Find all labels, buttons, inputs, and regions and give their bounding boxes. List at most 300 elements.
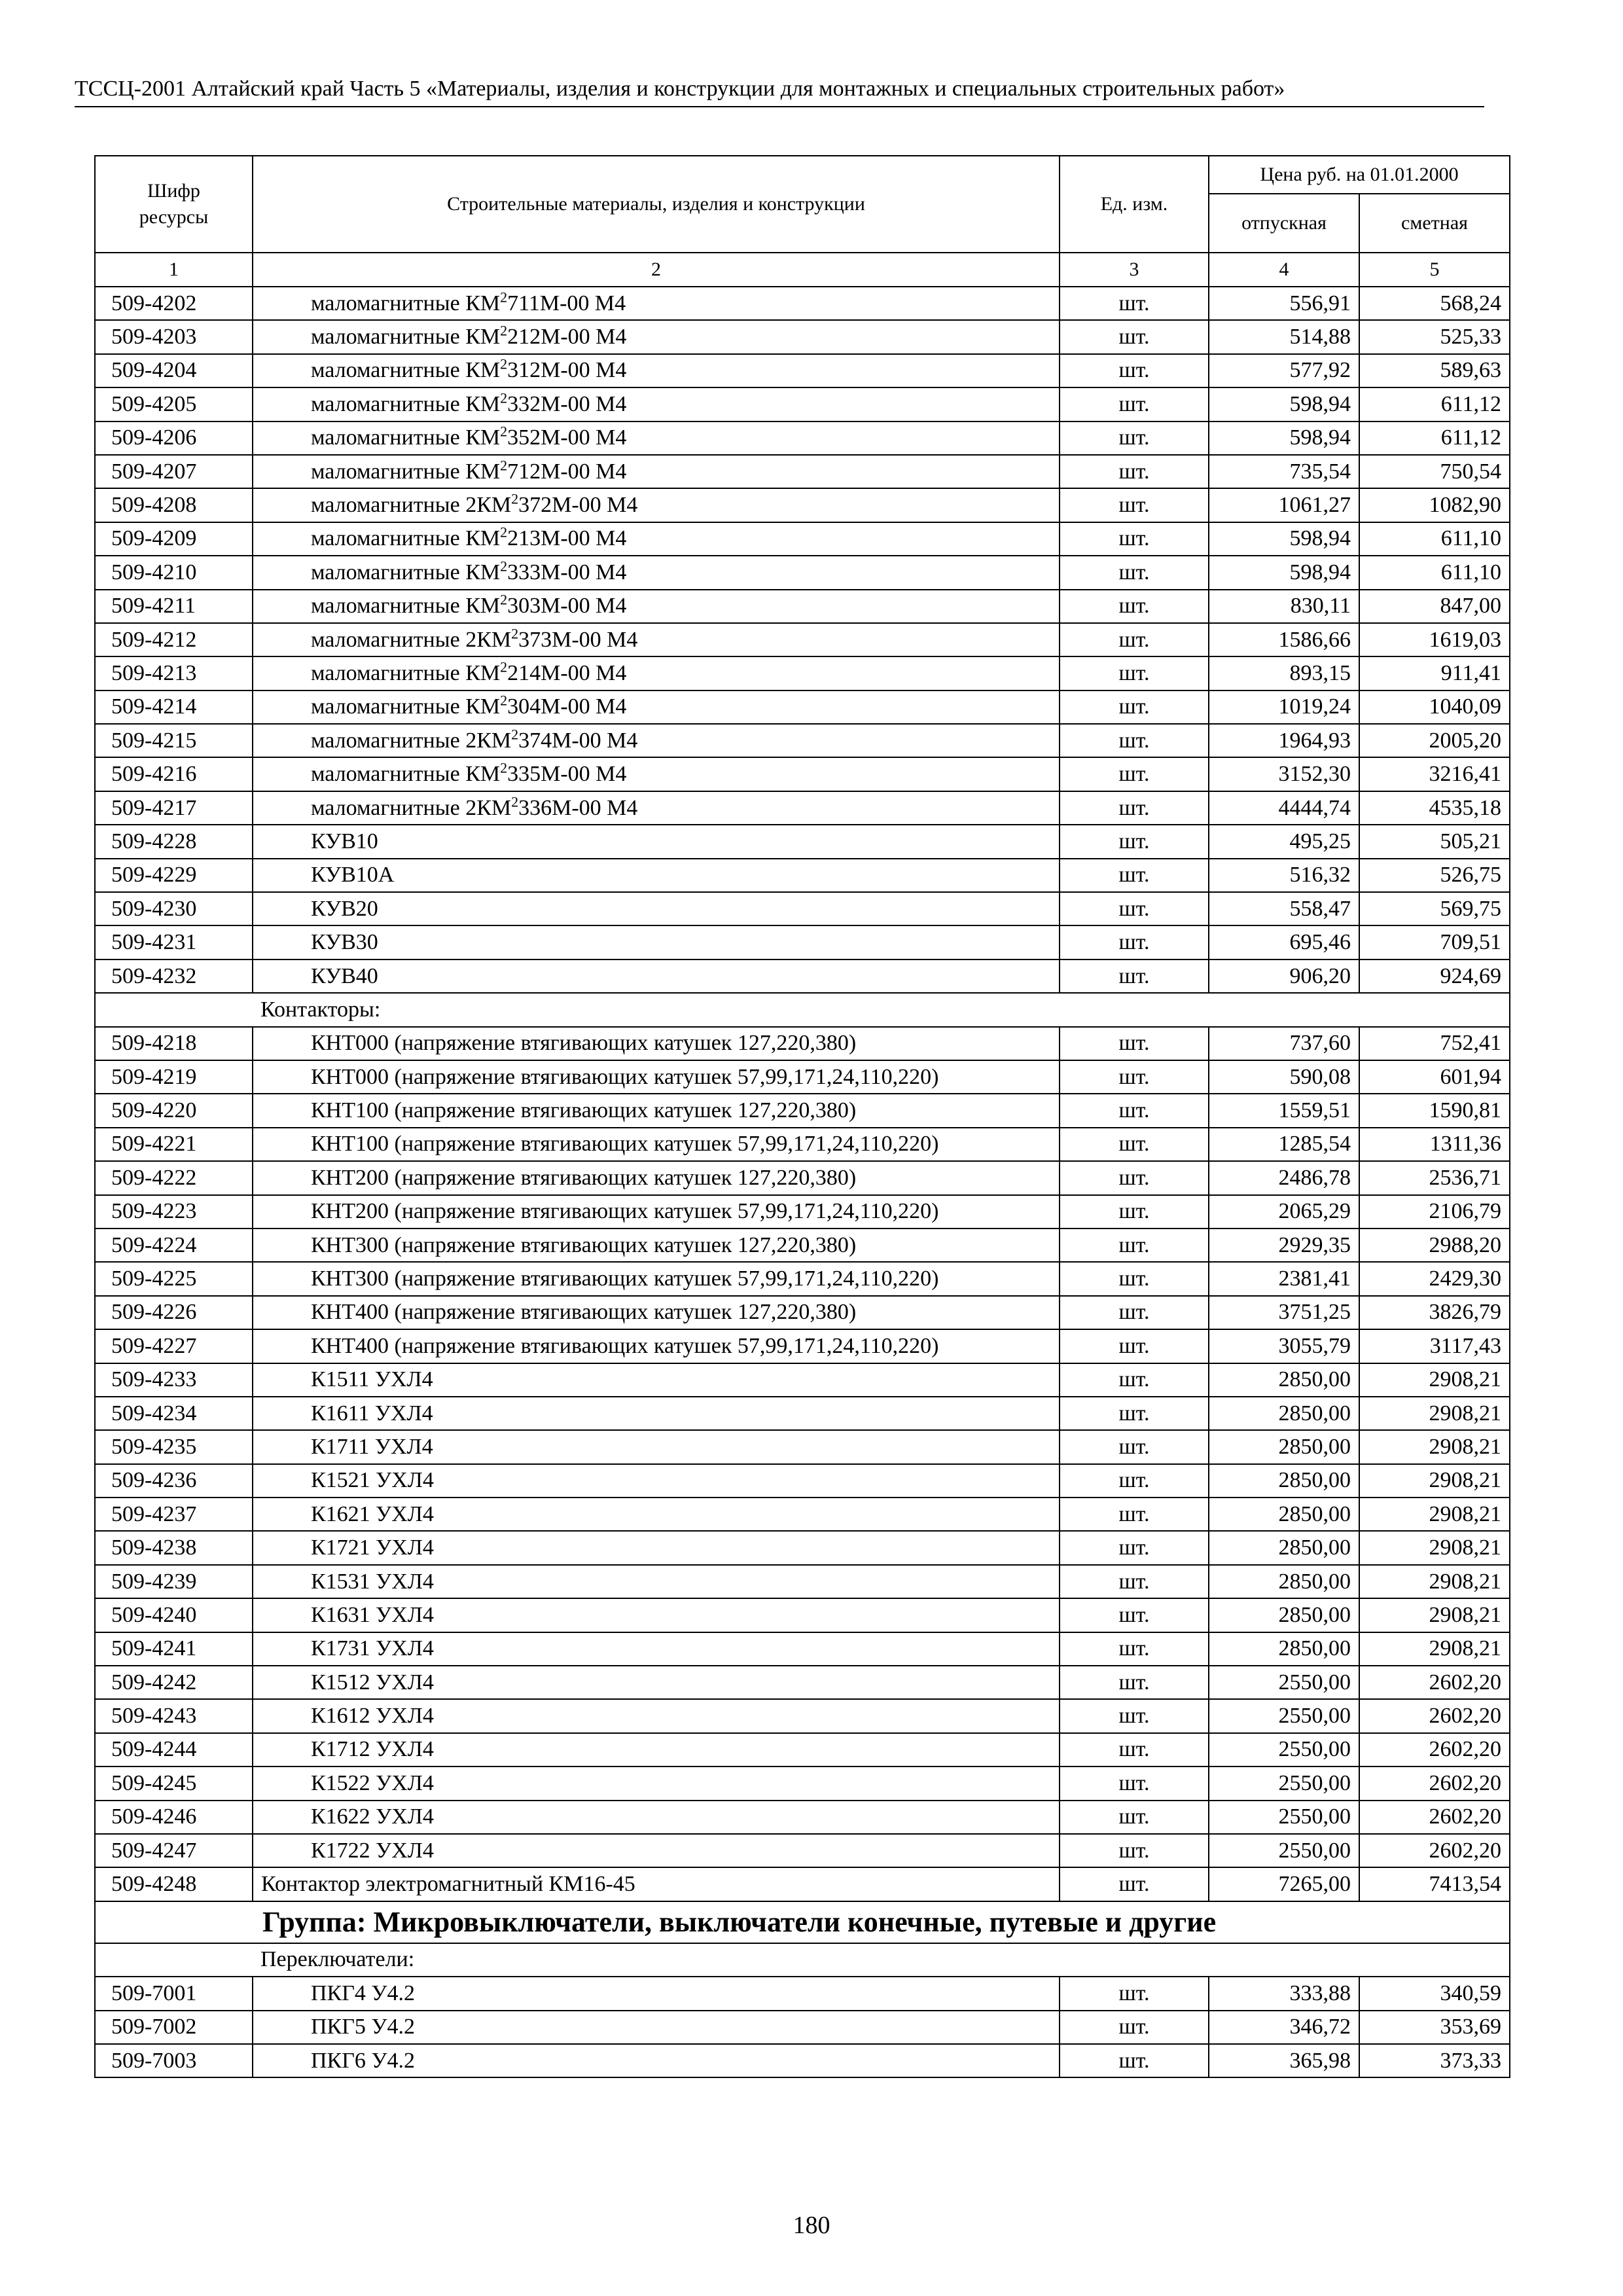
- resource-code: 509-4232: [95, 960, 253, 993]
- estimate-price: 750,54: [1359, 455, 1510, 488]
- page-number: 180: [793, 2212, 830, 2239]
- release-price: 2850,00: [1209, 1598, 1359, 1632]
- subheading-contactors: Контакторы:: [253, 993, 1510, 1026]
- material-name-suffix: 373М-00 М4: [518, 627, 638, 652]
- table-row: [95, 1027, 1510, 1060]
- estimate-price: 611,12: [1359, 387, 1510, 421]
- material-name-prefix: маломагнитные КМ: [311, 694, 501, 719]
- resource-code: 509-4239: [95, 1565, 253, 1598]
- table-row: [95, 1632, 1510, 1666]
- unit: шт.: [1060, 590, 1209, 623]
- release-price: 3152,30: [1209, 757, 1359, 791]
- estimate-price: 1619,03: [1359, 623, 1510, 656]
- material-name: К1521 УХЛ4: [253, 1464, 1060, 1498]
- release-price: 346,72: [1209, 2011, 1359, 2044]
- resource-code: 509-4216: [95, 757, 253, 791]
- material-name-suffix: 212М-00 М4: [507, 325, 627, 350]
- superscript: 2: [500, 558, 508, 575]
- release-price: 1964,93: [1209, 724, 1359, 757]
- table-row: [95, 1498, 1510, 1531]
- estimate-price: 2988,20: [1359, 1229, 1510, 1262]
- material-name: [253, 287, 1060, 320]
- unit: шт.: [1060, 1128, 1209, 1161]
- table-row: [95, 1262, 1510, 1295]
- release-price: 556,91: [1209, 287, 1359, 320]
- unit: шт.: [1060, 859, 1209, 892]
- table-row: [95, 1195, 1510, 1229]
- release-price: 2550,00: [1209, 1666, 1359, 1699]
- table-row: [95, 757, 1510, 791]
- release-price: 2550,00: [1209, 1733, 1359, 1767]
- resource-code: 509-4238: [95, 1531, 253, 1564]
- material-name-prefix: маломагнитные КМ: [311, 358, 501, 383]
- release-price: 514,88: [1209, 320, 1359, 353]
- table-row: [95, 1363, 1510, 1397]
- unit: шт.: [1060, 825, 1209, 858]
- material-name-prefix: маломагнитные КМ: [311, 594, 501, 619]
- unit: шт.: [1060, 757, 1209, 791]
- unit: шт.: [1060, 1027, 1209, 1060]
- unit: шт.: [1060, 1498, 1209, 1531]
- unit: шт.: [1060, 656, 1209, 690]
- table-row: [95, 1296, 1510, 1329]
- resource-code: 509-4242: [95, 1666, 253, 1699]
- estimate-price: 526,75: [1359, 859, 1510, 892]
- table-row: [95, 1229, 1510, 1262]
- material-name-suffix: 332М-00 М4: [507, 391, 627, 416]
- resource-code: 509-4233: [95, 1363, 253, 1397]
- table-row: [95, 1060, 1510, 1094]
- release-price: 1061,27: [1209, 488, 1359, 522]
- unit: шт.: [1060, 287, 1209, 320]
- release-price: 1559,51: [1209, 1094, 1359, 1127]
- table-row: [95, 287, 1510, 320]
- estimate-price: 924,69: [1359, 960, 1510, 993]
- unit: шт.: [1060, 1666, 1209, 1699]
- material-name: КНТ300 (напряжение втягивающих катушек 127,220,380): [253, 1229, 1060, 1262]
- resource-code: 509-4247: [95, 1834, 253, 1867]
- section-spacer: [95, 993, 253, 1026]
- table-row: [95, 656, 1510, 690]
- release-price: 2550,00: [1209, 1767, 1359, 1800]
- resource-code: 509-4236: [95, 1464, 253, 1498]
- material-name-suffix: 312М-00 М4: [507, 358, 627, 383]
- unit: шт.: [1060, 1767, 1209, 1800]
- superscript: 2: [500, 356, 508, 373]
- section-row: [95, 993, 1510, 1026]
- unit: шт.: [1060, 1262, 1209, 1295]
- material-name: [253, 623, 1060, 656]
- table-row: [95, 1733, 1510, 1767]
- material-name-suffix: 214М-00 М4: [507, 660, 627, 685]
- material-name-prefix: маломагнитные КМ: [311, 325, 501, 350]
- table-row: [95, 590, 1510, 623]
- unit: шт.: [1060, 488, 1209, 522]
- material-name: К1612 УХЛ4: [253, 1699, 1060, 1732]
- unit: шт.: [1060, 623, 1209, 656]
- estimate-price: 505,21: [1359, 825, 1510, 858]
- material-name-suffix: 333М-00 М4: [507, 560, 627, 584]
- material-name: [253, 488, 1060, 522]
- resource-code: 509-4205: [95, 387, 253, 421]
- column-number: 1: [95, 253, 253, 287]
- table-row: [95, 422, 1510, 455]
- table-row: [95, 623, 1510, 656]
- table-row: [95, 1867, 1510, 1901]
- unit: шт.: [1060, 1977, 1209, 2010]
- material-name-suffix: 352М-00 М4: [507, 425, 627, 450]
- material-name-suffix: 303М-00 М4: [507, 594, 627, 619]
- subheading-switches: Переключатели:: [253, 1943, 1510, 1977]
- unit: шт.: [1060, 1430, 1209, 1463]
- release-price: 2850,00: [1209, 1397, 1359, 1430]
- release-price: 598,94: [1209, 422, 1359, 455]
- release-price: 598,94: [1209, 556, 1359, 589]
- superscript: 2: [500, 692, 508, 709]
- material-name: КНТ400 (напряжение втягивающих катушек 127,220,380): [253, 1296, 1060, 1329]
- estimate-price: 2429,30: [1359, 1262, 1510, 1295]
- material-name: [253, 556, 1060, 589]
- estimate-price: 611,10: [1359, 522, 1510, 556]
- superscript: 2: [511, 793, 519, 810]
- release-price: 598,94: [1209, 522, 1359, 556]
- estimate-price: 340,59: [1359, 1977, 1510, 2010]
- resource-code: 509-4209: [95, 522, 253, 556]
- release-price: 2850,00: [1209, 1430, 1359, 1463]
- table-row: [95, 925, 1510, 959]
- price-table: [94, 155, 1510, 2078]
- release-price: 1285,54: [1209, 1128, 1359, 1161]
- material-name-prefix: маломагнитные КМ: [311, 391, 501, 416]
- release-price: 830,11: [1209, 590, 1359, 623]
- material-name-suffix: 304М-00 М4: [507, 694, 627, 719]
- material-name-suffix: 711М-00 М4: [507, 291, 626, 315]
- material-name: [253, 656, 1060, 690]
- estimate-price: 1311,36: [1359, 1128, 1510, 1161]
- material-name: КНТ400 (напряжение втягивающих катушек 57,99,171,24,110,220): [253, 1329, 1060, 1363]
- unit: шт.: [1060, 1397, 1209, 1430]
- unit: шт.: [1060, 2044, 1209, 2077]
- unit: шт.: [1060, 2011, 1209, 2044]
- release-price: 2550,00: [1209, 1834, 1359, 1867]
- unit: шт.: [1060, 791, 1209, 825]
- table-row: [95, 1094, 1510, 1127]
- release-price: 365,98: [1209, 2044, 1359, 2077]
- estimate-price: 2106,79: [1359, 1195, 1510, 1229]
- resource-code: 509-4231: [95, 925, 253, 959]
- unit: шт.: [1060, 1195, 1209, 1229]
- estimate-price: 589,63: [1359, 354, 1510, 387]
- estimate-price: 7413,54: [1359, 1867, 1510, 1901]
- estimate-price: 1040,09: [1359, 691, 1510, 724]
- group-heading: Группа: Микровыключатели, выключатели конечные, путевые и другие: [95, 1901, 1510, 1943]
- release-price: 3055,79: [1209, 1329, 1359, 1363]
- estimate-price: 568,24: [1359, 287, 1510, 320]
- table-row: [95, 859, 1510, 892]
- resource-code: 509-4224: [95, 1229, 253, 1262]
- release-price: 4444,74: [1209, 791, 1359, 825]
- material-name: К1622 УХЛ4: [253, 1801, 1060, 1834]
- material-name-suffix: 372М-00 М4: [518, 493, 638, 518]
- table-row: [95, 2011, 1510, 2044]
- unit: шт.: [1060, 1363, 1209, 1397]
- release-price: 1019,24: [1209, 691, 1359, 724]
- resource-code: 509-4226: [95, 1296, 253, 1329]
- resource-code: 509-4220: [95, 1094, 253, 1127]
- superscript: 2: [511, 625, 519, 642]
- table-row: [95, 522, 1510, 556]
- header-name: Строительные материалы, изделия и конструкции: [253, 156, 1060, 253]
- release-price: 558,47: [1209, 892, 1359, 925]
- table-row: [95, 791, 1510, 825]
- unit: шт.: [1060, 522, 1209, 556]
- superscript: 2: [511, 490, 519, 507]
- estimate-price: 2908,21: [1359, 1565, 1510, 1598]
- release-price: 906,20: [1209, 960, 1359, 993]
- release-price: 2850,00: [1209, 1363, 1359, 1397]
- table-row: [95, 960, 1510, 993]
- resource-code: 509-4221: [95, 1128, 253, 1161]
- material-name: [253, 859, 1060, 892]
- resource-code: 509-4208: [95, 488, 253, 522]
- column-number: 4: [1209, 253, 1359, 287]
- section-row: [95, 1943, 1510, 1977]
- resource-code: 509-4228: [95, 825, 253, 858]
- table-row: [95, 556, 1510, 589]
- table-row: [95, 1430, 1510, 1463]
- release-price: 2550,00: [1209, 1699, 1359, 1732]
- unit: шт.: [1060, 691, 1209, 724]
- header-unit: Ед. изм.: [1060, 156, 1209, 253]
- unit: шт.: [1060, 1699, 1209, 1732]
- material-name-prefix: маломагнитные КМ: [311, 425, 501, 450]
- table-row: [95, 691, 1510, 724]
- material-name-suffix: 213М-00 М4: [507, 526, 627, 551]
- unit: шт.: [1060, 892, 1209, 925]
- material-name: Контактор электромагнитный КМ16-45: [253, 1867, 1060, 1901]
- release-price: 598,94: [1209, 387, 1359, 421]
- estimate-price: 847,00: [1359, 590, 1510, 623]
- release-price: 893,15: [1209, 656, 1359, 690]
- table-row: [95, 2044, 1510, 2077]
- unit: шт.: [1060, 1801, 1209, 1834]
- unit: шт.: [1060, 1565, 1209, 1598]
- table-row: [95, 825, 1510, 858]
- resource-code: 509-4203: [95, 320, 253, 353]
- superscript: 2: [500, 591, 508, 608]
- unit: шт.: [1060, 1296, 1209, 1329]
- resource-code: 509-4219: [95, 1060, 253, 1094]
- estimate-price: 3117,43: [1359, 1329, 1510, 1363]
- group-row: [95, 1901, 1510, 1943]
- material-name: [253, 825, 1060, 858]
- estimate-price: 2908,21: [1359, 1632, 1510, 1666]
- table-row: [95, 1977, 1510, 2010]
- unit: шт.: [1060, 1834, 1209, 1867]
- table-row: [95, 387, 1510, 421]
- header-release-price: отпускная: [1209, 194, 1359, 253]
- material-name-prefix: КУВ20: [311, 896, 378, 921]
- material-name: К1611 УХЛ4: [253, 1397, 1060, 1430]
- superscript: 2: [500, 759, 508, 776]
- material-name-suffix: 374М-00 М4: [518, 728, 638, 753]
- unit: шт.: [1060, 455, 1209, 488]
- table-row: [95, 724, 1510, 757]
- unit: шт.: [1060, 1531, 1209, 1564]
- material-name: К1722 УХЛ4: [253, 1834, 1060, 1867]
- estimate-price: 373,33: [1359, 2044, 1510, 2077]
- page-header-title: ТССЦ-2001 Алтайский край Часть 5 «Материалы, изделия и конструкции для монтажных и специальных строительных работ»: [75, 77, 1285, 101]
- estimate-price: 2536,71: [1359, 1161, 1510, 1194]
- estimate-price: 2908,21: [1359, 1430, 1510, 1463]
- resource-code: 509-4202: [95, 287, 253, 320]
- material-name-prefix: маломагнитные КМ: [311, 762, 501, 787]
- estimate-price: 2908,21: [1359, 1464, 1510, 1498]
- release-price: 516,32: [1209, 859, 1359, 892]
- material-name-prefix: маломагнитные 2КМ: [311, 795, 512, 820]
- resource-code: 509-7002: [95, 2011, 253, 2044]
- estimate-price: 353,69: [1359, 2011, 1510, 2044]
- resource-code: 509-4222: [95, 1161, 253, 1194]
- estimate-price: 709,51: [1359, 925, 1510, 959]
- resource-code: 509-7003: [95, 2044, 253, 2077]
- release-price: 495,25: [1209, 825, 1359, 858]
- unit: шт.: [1060, 1060, 1209, 1094]
- release-price: 2850,00: [1209, 1498, 1359, 1531]
- estimate-price: 2602,20: [1359, 1834, 1510, 1867]
- material-name-prefix: КУВ30: [311, 930, 378, 955]
- header-estimate-price: сметная: [1359, 194, 1510, 253]
- table-row: [95, 1834, 1510, 1867]
- estimate-price: 569,75: [1359, 892, 1510, 925]
- table-row: [95, 1329, 1510, 1363]
- estimate-price: 2908,21: [1359, 1363, 1510, 1397]
- section-spacer: [95, 1943, 253, 1977]
- table-row: [95, 488, 1510, 522]
- estimate-price: 2908,21: [1359, 1498, 1510, 1531]
- unit: шт.: [1060, 1733, 1209, 1767]
- release-price: 737,60: [1209, 1027, 1359, 1060]
- table-row: [95, 1464, 1510, 1498]
- material-name: КНТ000 (напряжение втягивающих катушек 57,99,171,24,110,220): [253, 1060, 1060, 1094]
- unit: шт.: [1060, 1329, 1209, 1363]
- resource-code: 509-4245: [95, 1767, 253, 1800]
- unit: шт.: [1060, 925, 1209, 959]
- table-row: [95, 1666, 1510, 1699]
- estimate-price: 2005,20: [1359, 724, 1510, 757]
- header-code: Шифр ресурсы: [95, 156, 253, 253]
- resource-code: 509-4215: [95, 724, 253, 757]
- resource-code: 509-4235: [95, 1430, 253, 1463]
- material-name: КНТ200 (напряжение втягивающих катушек 127,220,380): [253, 1161, 1060, 1194]
- material-name: [253, 455, 1060, 488]
- superscript: 2: [500, 322, 508, 339]
- resource-code: 509-4218: [95, 1027, 253, 1060]
- material-name: [253, 590, 1060, 623]
- estimate-price: 2602,20: [1359, 1666, 1510, 1699]
- table-row: [95, 1161, 1510, 1194]
- superscript: 2: [500, 457, 508, 474]
- superscript: 2: [500, 289, 508, 306]
- unit: шт.: [1060, 556, 1209, 589]
- column-number: 3: [1060, 253, 1209, 287]
- resource-code: 509-4237: [95, 1498, 253, 1531]
- material-name: [253, 691, 1060, 724]
- material-name: К1531 УХЛ4: [253, 1565, 1060, 1598]
- estimate-price: 611,10: [1359, 556, 1510, 589]
- estimate-price: 752,41: [1359, 1027, 1510, 1060]
- material-name: ПКГ4 У4.2: [253, 1977, 1060, 2010]
- superscript: 2: [500, 524, 508, 541]
- estimate-price: 601,94: [1359, 1060, 1510, 1094]
- unit: шт.: [1060, 1632, 1209, 1666]
- estimate-price: 3826,79: [1359, 1296, 1510, 1329]
- table-row: [95, 455, 1510, 488]
- material-name: ПКГ6 У4.2: [253, 2044, 1060, 2077]
- resource-code: 509-4227: [95, 1329, 253, 1363]
- table-row: [95, 320, 1510, 353]
- resource-code: 509-4204: [95, 354, 253, 387]
- resource-code: 509-4223: [95, 1195, 253, 1229]
- material-name: К1711 УХЛ4: [253, 1430, 1060, 1463]
- material-name: КНТ200 (напряжение втягивающих катушек 57,99,171,24,110,220): [253, 1195, 1060, 1229]
- estimate-price: 611,12: [1359, 422, 1510, 455]
- material-name: [253, 522, 1060, 556]
- unit: шт.: [1060, 960, 1209, 993]
- resource-code: 509-7001: [95, 1977, 253, 2010]
- resource-code: 509-4248: [95, 1867, 253, 1901]
- resource-code: 509-4207: [95, 455, 253, 488]
- material-name: К1621 УХЛ4: [253, 1498, 1060, 1531]
- release-price: 2381,41: [1209, 1262, 1359, 1295]
- release-price: 2850,00: [1209, 1531, 1359, 1564]
- superscript: 2: [511, 726, 519, 743]
- material-name: К1512 УХЛ4: [253, 1666, 1060, 1699]
- estimate-price: 525,33: [1359, 320, 1510, 353]
- material-name-prefix: маломагнитные КМ: [311, 291, 501, 315]
- material-name: К1721 УХЛ4: [253, 1531, 1060, 1564]
- unit: шт.: [1060, 1161, 1209, 1194]
- material-name-prefix: КУВ40: [311, 963, 378, 988]
- material-name: [253, 320, 1060, 353]
- material-name: [253, 892, 1060, 925]
- material-name-prefix: маломагнитные 2КМ: [311, 728, 512, 753]
- estimate-price: 2602,20: [1359, 1733, 1510, 1767]
- material-name: [253, 724, 1060, 757]
- superscript: 2: [500, 658, 508, 675]
- resource-code: 509-4230: [95, 892, 253, 925]
- resource-code: 509-4212: [95, 623, 253, 656]
- unit: шт.: [1060, 1229, 1209, 1262]
- material-name-suffix: 335М-00 М4: [507, 762, 627, 787]
- table-row: [95, 1565, 1510, 1598]
- resource-code: 509-4217: [95, 791, 253, 825]
- material-name-prefix: маломагнитные 2КМ: [311, 493, 512, 518]
- table-row: [95, 892, 1510, 925]
- table-row: [95, 1598, 1510, 1632]
- resource-code: 509-4210: [95, 556, 253, 589]
- estimate-price: 2908,21: [1359, 1397, 1510, 1430]
- material-name: КНТ000 (напряжение втягивающих катушек 127,220,380): [253, 1027, 1060, 1060]
- material-name: КНТ300 (напряжение втягивающих катушек 57,99,171,24,110,220): [253, 1262, 1060, 1295]
- unit: шт.: [1060, 1867, 1209, 1901]
- header-divider: [75, 106, 1484, 107]
- estimate-price: 1590,81: [1359, 1094, 1510, 1127]
- estimate-price: 2908,21: [1359, 1531, 1510, 1564]
- estimate-price: 2602,20: [1359, 1699, 1510, 1732]
- material-name: [253, 387, 1060, 421]
- estimate-price: 2602,20: [1359, 1801, 1510, 1834]
